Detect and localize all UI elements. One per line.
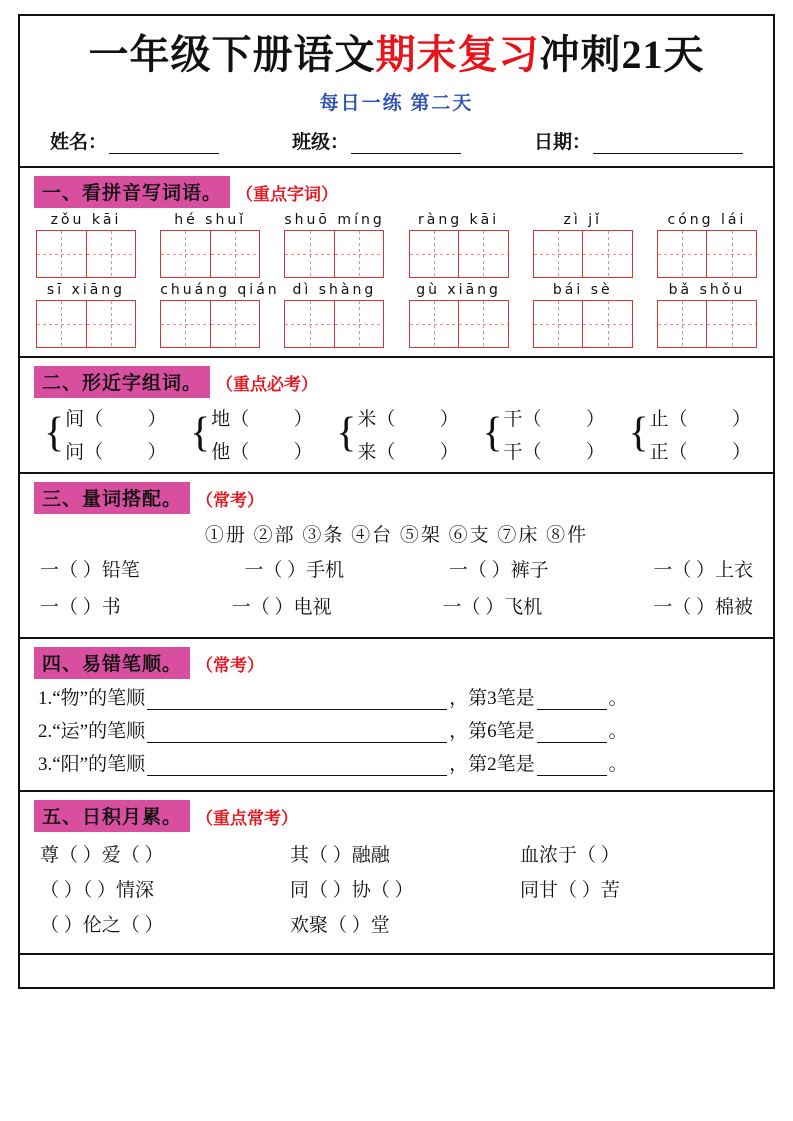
section-pinyin xyxy=(18,168,775,358)
tianzige-boxes[interactable] xyxy=(284,300,384,348)
page-title xyxy=(89,23,705,80)
idiom-row xyxy=(40,910,763,937)
char-line: 间（ ） xyxy=(65,409,167,430)
section-5-note: （重点常考） xyxy=(196,808,299,828)
stroke-order-item xyxy=(38,749,763,776)
pinyin-text: gù xiāng xyxy=(416,282,501,298)
pinyin-cell xyxy=(409,282,509,348)
date-field-group xyxy=(534,127,743,154)
char-group xyxy=(482,404,604,464)
tianzige-boxes[interactable] xyxy=(533,300,633,348)
name-field-group xyxy=(50,127,219,154)
measure-word-item[interactable]: 一（ ）飞机 xyxy=(442,597,543,618)
name-label: 姓名： xyxy=(50,132,108,153)
title-highlight: 期末复习 xyxy=(375,31,540,77)
measure-word-row-2 xyxy=(30,592,763,619)
stroke-answer-line[interactable] xyxy=(147,690,447,710)
char-group xyxy=(629,404,751,464)
class-label: 班级： xyxy=(292,132,350,153)
section-3-note: （常考） xyxy=(196,490,265,510)
stroke-question-suffix: 。 xyxy=(608,721,628,742)
idiom-item[interactable]: 欢聚（ ）堂 xyxy=(290,915,390,936)
section-1-note: （重点字词） xyxy=(236,184,339,204)
date-input-line[interactable] xyxy=(593,136,743,154)
measure-word-item[interactable]: 一（ ）手机 xyxy=(244,560,345,581)
char-line: 干（ ） xyxy=(503,409,605,430)
idiom-row xyxy=(40,875,763,902)
section-4-header xyxy=(34,647,763,679)
idiom-row xyxy=(40,840,763,867)
idiom-item[interactable]: 同甘（ ）苦 xyxy=(520,880,620,901)
idiom-item[interactable]: 同（ ）协（ ） xyxy=(290,880,414,901)
stroke-question-suffix: 。 xyxy=(608,754,628,775)
section-4-title: 四、易错笔顺。 xyxy=(34,647,190,679)
section-2-note: （重点必考） xyxy=(216,374,319,394)
char-line: 止（ ） xyxy=(649,409,751,430)
char-line: 干（ ） xyxy=(503,442,605,463)
measure-word-item[interactable]: 一（ ）裤子 xyxy=(448,560,549,581)
subtitle-row xyxy=(18,86,775,121)
stroke-question-suffix: 。 xyxy=(608,688,628,709)
section-3-title: 三、量词搭配。 xyxy=(34,482,190,514)
char-line: 来（ ） xyxy=(357,442,459,463)
tianzige-boxes[interactable] xyxy=(160,300,260,348)
section-4-note: （常考） xyxy=(196,655,265,675)
section-2-header xyxy=(34,366,763,398)
pinyin-cell xyxy=(284,282,384,348)
idiom-item xyxy=(520,910,740,937)
pinyin-text: hé shuǐ xyxy=(174,212,247,228)
section-5-title: 五、日积月累。 xyxy=(34,800,190,832)
char-line: 他（ ） xyxy=(211,442,313,463)
title-part-1: 一年级下册语文 xyxy=(88,31,376,77)
pinyin-text: bǎ shǒu xyxy=(668,282,746,298)
stroke-question-prefix: 1.“物”的笔顺 xyxy=(38,688,146,709)
pinyin-text: zǒu kāi xyxy=(50,212,122,228)
stroke-order-item xyxy=(38,716,763,743)
tianzige-boxes[interactable] xyxy=(36,230,136,278)
measure-word-item[interactable]: 一（ ）电视 xyxy=(231,597,332,618)
tianzige-boxes[interactable] xyxy=(36,300,136,348)
page-bottom-spacer xyxy=(18,955,775,989)
tianzige-boxes[interactable] xyxy=(160,230,260,278)
similar-char-groups xyxy=(30,402,763,464)
tianzige-boxes[interactable] xyxy=(409,300,509,348)
tianzige-boxes[interactable] xyxy=(409,230,509,278)
pinyin-row-2 xyxy=(30,282,763,348)
idiom-item[interactable]: 其（ ）融融 xyxy=(290,845,390,866)
tianzige-boxes[interactable] xyxy=(657,300,757,348)
stroke-question-middle: ，第3笔是 xyxy=(449,688,535,709)
char-group xyxy=(44,404,166,464)
pinyin-text: ràng kāi xyxy=(418,212,500,228)
section-stroke-order xyxy=(18,639,775,792)
char-group xyxy=(190,404,312,464)
pinyin-text: sī xiāng xyxy=(46,282,126,298)
stroke-answer-line[interactable] xyxy=(147,723,447,743)
pinyin-cell xyxy=(409,212,509,278)
title-banner xyxy=(18,14,775,86)
idiom-item[interactable]: （ ）（ ）情深 xyxy=(40,880,155,901)
idiom-item[interactable]: 尊（ ）爱（ ） xyxy=(40,845,164,866)
pinyin-cell xyxy=(657,282,757,348)
section-2-title: 二、形近字组词。 xyxy=(34,366,210,398)
pinyin-text: chuáng qián xyxy=(160,282,280,298)
pinyin-text: zì jǐ xyxy=(563,212,602,228)
measure-word-item[interactable]: 一（ ）棉被 xyxy=(653,597,753,618)
pinyin-cell xyxy=(36,212,136,278)
stroke-answer-line[interactable] xyxy=(147,756,447,776)
measure-word-row-1 xyxy=(30,555,763,582)
brace-icon: { xyxy=(336,410,357,457)
stroke-nth-answer-line[interactable] xyxy=(537,690,607,710)
stroke-order-item xyxy=(38,683,763,710)
class-input-line[interactable] xyxy=(351,136,461,154)
tianzige-boxes[interactable] xyxy=(533,230,633,278)
idiom-item[interactable]: 血浓于（ ） xyxy=(520,845,620,866)
brace-icon: { xyxy=(482,410,503,457)
pinyin-cell xyxy=(160,282,280,348)
pinyin-cell xyxy=(533,282,633,348)
title-part-2: 冲刺21天 xyxy=(539,31,705,77)
stroke-nth-answer-line[interactable] xyxy=(537,756,607,776)
pinyin-row-1 xyxy=(30,212,763,278)
pinyin-text: dì shàng xyxy=(292,282,377,298)
stroke-question-middle: ，第2笔是 xyxy=(449,754,535,775)
section-1-title: 一、看拼音写词语。 xyxy=(34,176,230,208)
page-subtitle: 每日一练 第二天 xyxy=(319,93,474,114)
section-3-header xyxy=(34,482,763,514)
section-similar-characters xyxy=(18,358,775,474)
measure-word-item[interactable]: 一（ ）上衣 xyxy=(653,560,753,581)
pinyin-text: bái sè xyxy=(552,282,613,298)
date-label: 日期： xyxy=(534,132,592,153)
student-info-row xyxy=(18,121,775,168)
class-field-group xyxy=(292,127,461,154)
measure-word-item[interactable]: 一（ ）铅笔 xyxy=(40,560,140,581)
tianzige-boxes[interactable] xyxy=(657,230,757,278)
pinyin-text: shuō míng xyxy=(284,212,385,228)
pinyin-cell xyxy=(36,282,136,348)
stroke-question-prefix: 2.“运”的笔顺 xyxy=(38,721,146,742)
char-line: 地（ ） xyxy=(211,409,313,430)
pinyin-cell xyxy=(284,212,384,278)
stroke-question-prefix: 3.“阳”的笔顺 xyxy=(38,754,146,775)
measure-word-item[interactable]: 一（ ）书 xyxy=(40,597,121,618)
brace-icon: { xyxy=(190,410,211,457)
brace-icon: { xyxy=(44,410,65,457)
tianzige-boxes[interactable] xyxy=(284,230,384,278)
idiom-item[interactable]: （ ）伦之（ ） xyxy=(40,915,164,936)
brace-icon: { xyxy=(628,410,649,457)
pinyin-cell xyxy=(533,212,633,278)
char-group xyxy=(336,404,458,464)
char-line: 正（ ） xyxy=(649,442,751,463)
pinyin-text: cóng lái xyxy=(667,212,747,228)
name-input-line[interactable] xyxy=(109,136,219,154)
section-5-header xyxy=(34,800,763,832)
measure-word-options: ①册 ②部 ③条 ④台 ⑤架 ⑥支 ⑦床 ⑧件 xyxy=(204,525,589,546)
pinyin-cell xyxy=(657,212,757,278)
stroke-question-middle: ，第6笔是 xyxy=(449,721,535,742)
stroke-nth-answer-line[interactable] xyxy=(537,723,607,743)
pinyin-cell xyxy=(160,212,260,278)
char-line: 问（ ） xyxy=(65,442,167,463)
section-measure-words xyxy=(18,474,775,639)
section-1-header xyxy=(34,176,763,208)
section-idioms xyxy=(18,792,775,955)
char-line: 米（ ） xyxy=(357,409,459,430)
